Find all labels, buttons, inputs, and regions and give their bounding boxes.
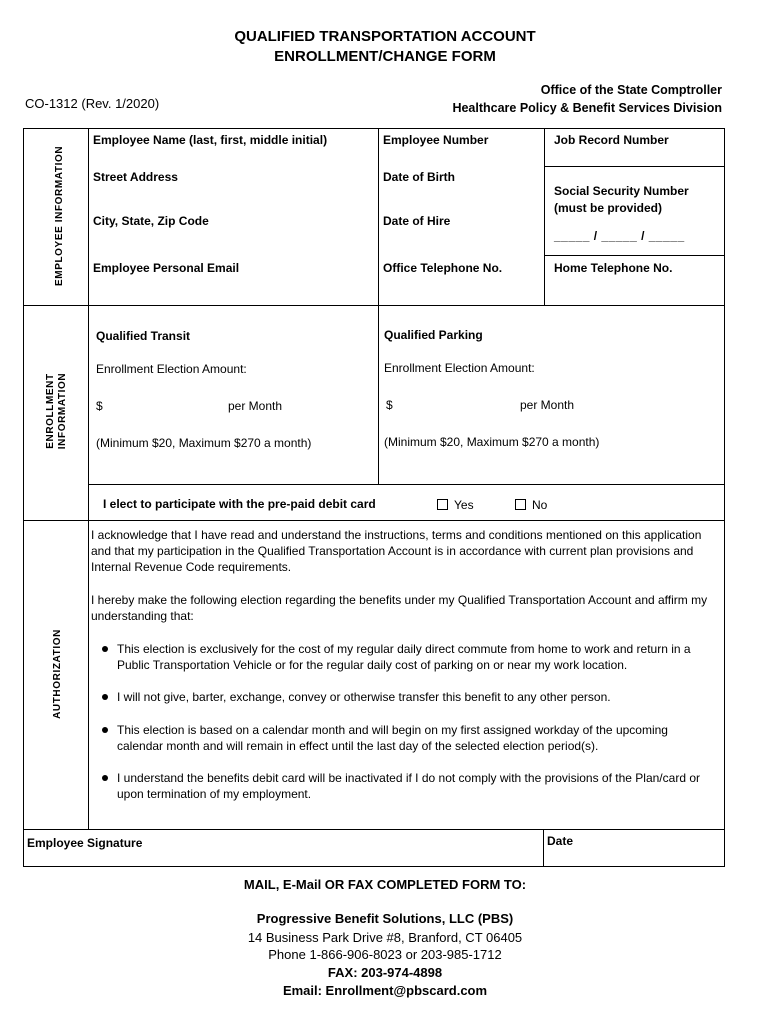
company-email: Email: Enrollment@pbscard.com (282, 983, 488, 998)
employee-info-label: EMPLOYEE INFORMATION (54, 145, 65, 286)
personal-email-field[interactable]: Employee Personal Email (93, 261, 240, 275)
employee-signature-field[interactable]: Employee Signature (27, 836, 143, 850)
company-fax: FAX: 203-974-4898 (327, 965, 443, 980)
parking-per-month: per Month (520, 398, 575, 412)
job-record-field[interactable]: Job Record Number (554, 133, 669, 147)
office-line2: Healthcare Policy & Benefit Services Division (452, 101, 722, 115)
election-paragraph: I hereby make the following election regarding the benefits under my Qualified Transportation Account and affirm my understanding that: (91, 593, 708, 623)
bullet-item-2: I will not give, barter, exchange, convey or otherwise transfer this benefit to any other person. (117, 690, 611, 704)
mail-instructions: MAIL, E-Mail OR FAX COMPLETED FORM TO: (243, 877, 527, 892)
transit-limits: (Minimum $20, Maximum $270 a month) (96, 436, 312, 450)
no-checkbox[interactable] (515, 499, 526, 510)
ssn-label-line1: Social Security Number (554, 184, 689, 198)
debit-yes-option[interactable]: Yes (437, 498, 474, 512)
bullet-item-3: This election is based on a calendar month and will begin on my first assigned workday of the upcoming calendar month and will remain in effect until the last day of the selected election period(s). (117, 723, 668, 753)
debit-no-option[interactable]: No (515, 498, 547, 512)
office-phone-field[interactable]: Office Telephone No. (383, 261, 503, 275)
debit-card-question: I elect to participate with the pre-paid debit card (103, 497, 376, 511)
transit-per-month: per Month (228, 399, 283, 413)
form-title-line1: QUALIFIED TRANSPORTATION ACCOUNT (234, 28, 536, 45)
parking-dollar-sign: $ (386, 398, 393, 412)
form-number: CO-1312 (Rev. 1/2020) (25, 96, 160, 111)
employee-number-field[interactable]: Employee Number (383, 133, 489, 147)
date-of-birth-field[interactable]: Date of Birth (383, 170, 455, 184)
parking-amount-input[interactable] (400, 396, 510, 412)
employee-name-field[interactable]: Employee Name (last, first, middle initial) (93, 133, 328, 147)
form-title-line2: ENROLLMENT/CHANGE FORM (274, 48, 496, 65)
bullet-dot-icon (102, 694, 108, 700)
acknowledgement-paragraph: I acknowledge that I have read and understand the instructions, terms and conditions mentioned on this application and that my participation in the Qualified Transportation Account is in accordance with current plan provisions and Internal Revenue Code requirements. (91, 528, 702, 574)
parking-heading: Qualified Parking (384, 328, 483, 342)
company-name: Progressive Benefit Solutions, LLC (PBS) (256, 911, 514, 926)
home-phone-field[interactable]: Home Telephone No. (554, 261, 673, 275)
transit-dollar-sign: $ (96, 399, 103, 413)
transit-heading: Qualified Transit (96, 329, 191, 343)
parking-amount-label: Enrollment Election Amount: (384, 361, 535, 375)
ssn-label-line2: (must be provided) (554, 201, 663, 215)
transit-amount-label: Enrollment Election Amount: (96, 362, 247, 376)
bullet-dot-icon (102, 775, 108, 781)
bullet-item-4: I understand the benefits debit card will be inactivated if I do not comply with the provisions of the Plan/card or upon termination of my employment. (117, 771, 700, 801)
signature-date-field[interactable]: Date (547, 834, 574, 848)
transit-amount-input[interactable] (110, 397, 210, 413)
bullet-dot-icon (102, 646, 108, 652)
enrollment-label: ENROLLMENT INFORMATION (45, 372, 68, 450)
date-of-hire-field[interactable]: Date of Hire (383, 214, 451, 228)
yes-checkbox[interactable] (437, 499, 448, 510)
bullet-dot-icon (102, 727, 108, 733)
parking-limits: (Minimum $20, Maximum $270 a month) (384, 435, 600, 449)
ssn-field[interactable]: _____ / _____ / _____ (554, 229, 685, 243)
bullet-item-1: This election is exclusively for the cost of my regular daily direct commute from home to work and return in a Public Transportation Vehicle or for the regular daily cost of parking on or near my work location. (117, 642, 691, 672)
office-line1: Office of the State Comptroller (540, 83, 722, 97)
company-address: 14 Business Park Drive #8, Branford, CT 06405 (247, 930, 523, 945)
company-phone: Phone 1-866-906-8023 or 203-985-1712 (268, 947, 502, 962)
city-state-zip-field[interactable]: City, State, Zip Code (93, 214, 209, 228)
authorization-label: AUTHORIZATION (52, 629, 63, 719)
street-address-field[interactable]: Street Address (93, 170, 178, 184)
